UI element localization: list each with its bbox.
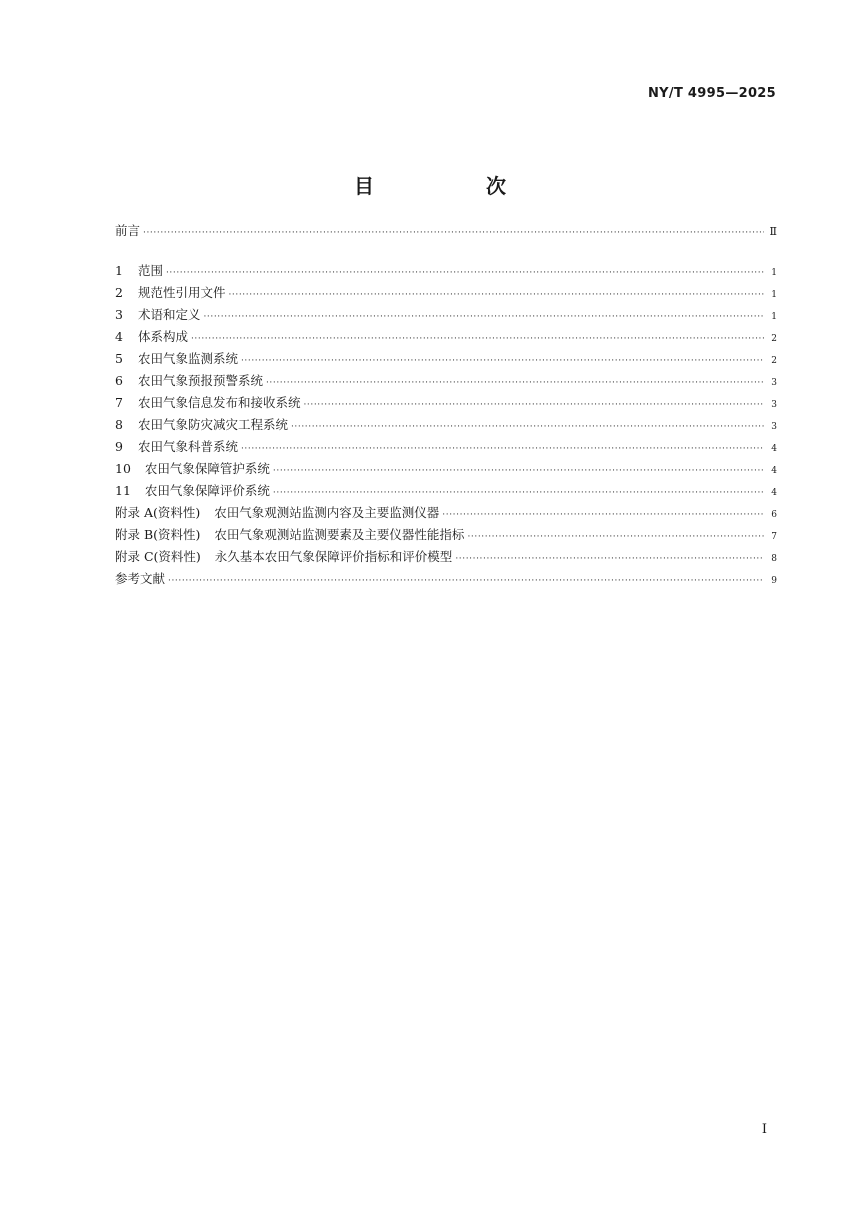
toc-entry-bibliography[interactable] <box>115 568 777 590</box>
toc-entry-label: 农田气象保障管护系统 <box>144 461 270 476</box>
toc-entry-number: 2 <box>115 285 123 300</box>
toc-leader-dots <box>143 222 764 244</box>
toc-entry-page: 4 <box>771 444 777 454</box>
toc-entry-label: 农田气象信息发布和接收系统 <box>137 395 301 410</box>
toc-entry[interactable] <box>115 436 777 458</box>
toc-leader-dots <box>241 438 764 460</box>
toc-entry-page: 2 <box>771 334 777 344</box>
toc-entry-page: 7 <box>771 532 777 542</box>
toc-entry-label: 术语和定义 <box>137 307 201 322</box>
toc-leader-dots <box>291 416 764 438</box>
toc-clause-list <box>115 260 777 502</box>
page-number: Ⅰ <box>761 1122 767 1137</box>
toc-leader-dots <box>303 394 764 416</box>
toc-entry-label: 农田气象预报预警系统 <box>137 373 263 388</box>
table-of-contents <box>115 220 777 590</box>
toc-entry-page: 1 <box>771 268 777 278</box>
toc-leader-dots <box>467 526 764 548</box>
toc-entry[interactable] <box>115 370 777 392</box>
toc-entry-label: 参考文献 <box>115 571 166 586</box>
toc-entry[interactable] <box>115 546 777 568</box>
toc-entry[interactable] <box>115 414 777 436</box>
toc-leader-dots <box>442 504 764 526</box>
toc-entry-label: 体系构成 <box>137 329 188 344</box>
toc-entry[interactable] <box>115 392 777 414</box>
toc-entry-label: 农田气象保障评价系统 <box>144 483 270 498</box>
toc-entry-page: 3 <box>771 400 777 410</box>
toc-entry-page: Ⅱ <box>769 225 777 238</box>
toc-entry-number: 4 <box>115 329 123 344</box>
toc-entry-label: 范围 <box>137 263 163 278</box>
standard-code: NY/T 4995—2025 <box>648 86 776 101</box>
toc-entry-number: 11 <box>115 483 131 498</box>
toc-entry-number: 9 <box>115 439 123 454</box>
toc-entry-label: 永久基本农田气象保障评价指标和评价模型 <box>214 549 453 564</box>
toc-spacer <box>115 242 777 260</box>
toc-entry-number: 6 <box>115 373 123 388</box>
toc-entry-number: 10 <box>115 461 131 476</box>
toc-entry-page: 1 <box>771 290 777 300</box>
toc-title: 目 次 <box>354 174 552 198</box>
toc-leader-dots <box>273 460 764 482</box>
toc-appendix-list <box>115 502 777 568</box>
toc-entry-label: 农田气象科普系统 <box>137 439 238 454</box>
toc-entry-label: 农田气象观测站监测要素及主要仪器性能指标 <box>214 527 465 542</box>
toc-entry-foreword[interactable] <box>115 220 777 242</box>
toc-entry-page: 1 <box>771 312 777 322</box>
toc-entry-label: 农田气象观测站监测内容及主要监测仪器 <box>214 505 440 520</box>
toc-entry-label: 规范性引用文件 <box>137 285 226 300</box>
toc-entry-page: 8 <box>771 554 777 564</box>
toc-leader-dots <box>455 548 764 570</box>
toc-leader-dots <box>191 328 764 350</box>
toc-entry-page: 9 <box>771 576 777 586</box>
toc-entry-page: 3 <box>771 422 777 432</box>
toc-entry-number: 5 <box>115 351 123 366</box>
toc-leader-dots <box>266 372 764 394</box>
toc-entry[interactable] <box>115 502 777 524</box>
toc-entry-page: 4 <box>771 488 777 498</box>
toc-entry-number: 附录 A(资料性) <box>115 505 201 520</box>
toc-entry[interactable] <box>115 524 777 546</box>
toc-leader-dots <box>203 306 764 328</box>
toc-entry-label: 农田气象监测系统 <box>137 351 238 366</box>
toc-leader-dots <box>273 482 764 504</box>
toc-entry-page: 3 <box>771 378 777 388</box>
toc-entry-page: 6 <box>771 510 777 520</box>
toc-entry-label: 农田气象防灾减灾工程系统 <box>137 417 288 432</box>
toc-entry[interactable] <box>115 282 777 304</box>
toc-leader-dots <box>228 284 764 306</box>
toc-entry-label: 前言 <box>115 223 141 238</box>
toc-leader-dots <box>168 570 764 592</box>
toc-entry-page: 4 <box>771 466 777 476</box>
toc-entry[interactable] <box>115 260 777 282</box>
toc-entry-number: 1 <box>115 263 123 278</box>
toc-leader-dots <box>166 262 764 284</box>
toc-entry-number: 8 <box>115 417 123 432</box>
toc-entry-number: 3 <box>115 307 123 322</box>
toc-leader-dots <box>241 350 764 372</box>
toc-entry[interactable] <box>115 458 777 480</box>
toc-entry[interactable] <box>115 304 777 326</box>
toc-entry[interactable] <box>115 480 777 502</box>
toc-entry[interactable] <box>115 348 777 370</box>
toc-entry-number: 附录 B(资料性) <box>115 527 201 542</box>
toc-entry[interactable] <box>115 326 777 348</box>
toc-entry-number: 附录 C(资料性) <box>115 549 201 564</box>
toc-entry-number: 7 <box>115 395 123 410</box>
toc-entry-page: 2 <box>771 356 777 366</box>
